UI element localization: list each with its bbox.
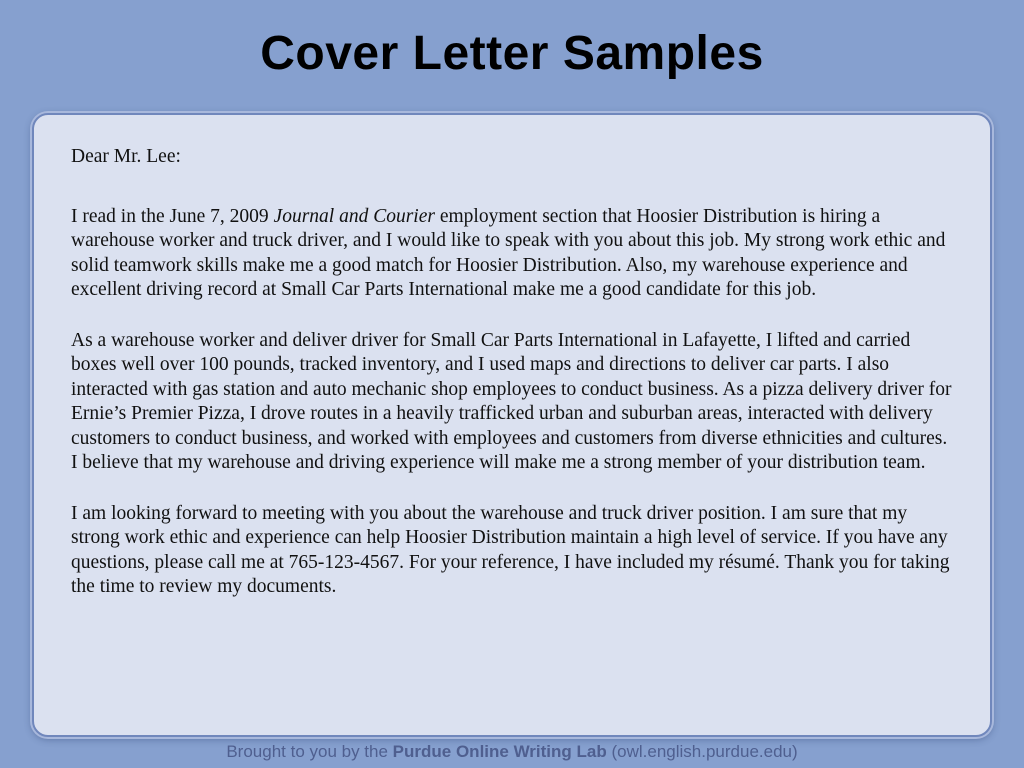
letter-paragraph-1 <box>71 205 954 303</box>
letter-salutation: Dear Mr. Lee: <box>71 146 181 167</box>
paragraph-1-text-end: employment section that Hoosier Distribution is hiring a warehouse worker and truck driver, and I would like to speak with you about this job. My strong work ethic and solid teamwork skills make me a good match for Hoosier Distribution. Also, my warehouse experience and excellent driving record at Small Car Parts International make me a good candidate for this job. <box>71 205 946 300</box>
footer-prefix: Brought to you by the <box>226 742 393 761</box>
slide-title: Cover Letter Samples <box>260 27 764 80</box>
publication-name: Journal and Courier <box>273 205 435 227</box>
footer-lab-name: Purdue Online Writing Lab <box>392 742 607 761</box>
letter-paragraph-2: As a warehouse worker and deliver driver for Small Car Parts International in Lafayette, I lifted and carried boxes well over 100 pounds, tracked inventory, and I used maps and directions to deliver car parts. I also interacted with gas station and auto mechanic shop employees to conduct business. As a pizza delivery driver for Ernie’s Premier Pizza, I drove routes in a heavily trafficked urban and suburban areas, interacted with delivery customers to conduct business, and worked with employees and customers from diverse ethnicities and cultures. I believe that my warehouse and driving experience will make me a strong member of your distribution team. <box>71 329 952 473</box>
letter-panel <box>32 113 992 737</box>
footer-url: (owl.english.purdue.edu) <box>606 742 798 761</box>
letter-paragraph-3: I am looking forward to meeting with you about the warehouse and truck driver position. I am sure that my strong work ethic and experience can help Hoosier Distribution maintain a high level of service. If you have any questions, please call me at 765-123-4567. For your reference, I have included my résumé. Thank you for taking the time to review my documents. <box>71 502 950 597</box>
footer-credit <box>0 742 1024 762</box>
paragraph-1-text-start: I read in the June 7, 2009 <box>71 205 274 227</box>
